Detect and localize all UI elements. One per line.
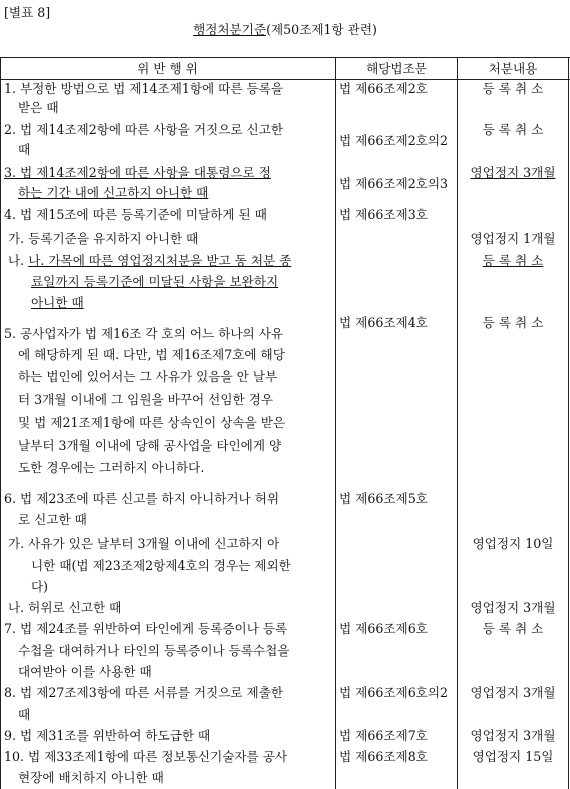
- violation-line: 가. 등록기준을 유지하지 아니한 때: [8, 231, 199, 246]
- violation-line: 수첩을 대여하거나 타인의 등록증이나 등록수첩을: [18, 643, 290, 658]
- violation-line: 도한 경우에는 그러하지 아니하다.: [18, 460, 205, 475]
- violation-line: 4. 법 제15조에 따른 등록기준에 미달하게 된 때: [4, 207, 267, 222]
- law-article: 법 제66조제2호의2: [339, 133, 449, 148]
- violation-line: 날부터 3개월 이내에 당해 공사업을 타인에게 양: [18, 438, 282, 453]
- violation-line: 하는 기간 내에 신고하지 아니한 때: [18, 185, 209, 200]
- law-article: 법 제66조제2호의3: [339, 176, 449, 191]
- col-rule-right: [568, 57, 569, 789]
- violation-line: 에 해당하게 된 때. 다만, 법 제16조제7호에 해당: [18, 347, 285, 362]
- violation-line: 대여받아 이를 사용한 때: [18, 664, 152, 679]
- appendix-label: [별표 8]: [4, 5, 51, 20]
- violation-line: 다): [31, 579, 49, 594]
- penalty-result: 영업정지 3개월: [470, 685, 556, 700]
- law-article: 법 제66조제8호: [339, 749, 428, 764]
- violation-line: 나. 나. 가목에 따른 영업정지처분을 받고 동 처분 종: [8, 253, 292, 268]
- violation-line: 7. 법 제24조를 위반하여 타인에게 등록증이나 등록: [4, 621, 288, 636]
- law-article: 법 제66조제6호의2: [339, 685, 449, 700]
- violation-line: 터 3개월 이내에 그 임원을 바꾸어 선임한 경우: [18, 392, 274, 407]
- title-main: 행정처분기준: [193, 22, 267, 37]
- penalty-result: 등 록 취 소: [482, 253, 544, 268]
- violation-line: 때: [18, 142, 31, 157]
- violation-line: 및 법 제21조제1항에 따른 상속인이 상속을 받은: [18, 415, 286, 430]
- col-rule-left: [0, 57, 1, 789]
- penalty-result: 등 록 취 소: [482, 122, 544, 137]
- law-article: 법 제66조제3호: [339, 207, 428, 222]
- penalty-result: 영업정지 15일: [472, 749, 554, 764]
- violation-line: 현장에 배치하지 아니한 때: [18, 770, 164, 785]
- penalty-result: 영업정지 1개월: [470, 231, 556, 246]
- penalty-result: 영업정지 10일: [472, 536, 554, 551]
- violation-line: 3. 법 제14조제2항에 따른 사항을 대통령으로 정: [4, 165, 271, 180]
- violation-line: 2. 법 제14조제2항에 따른 사항을 거짓으로 신고한: [4, 122, 284, 137]
- violation-line: 5. 공사업자가 법 제16조 각 호의 어느 하나의 사유: [4, 326, 284, 341]
- header-result: 처분내용: [488, 61, 538, 76]
- violation-line-text: 나. 가목에 따른 영업정지처분을 받고 동 처분 종: [28, 253, 292, 268]
- violation-line: 10. 법 제33조제1항에 따른 정보통신기술자를 공사: [4, 749, 288, 764]
- violation-line: 하는 법인에 있어서는 그 사유가 있음을 안 날부: [18, 369, 278, 384]
- header-violation: 위 반 행 위: [137, 61, 198, 76]
- col-rule-1: [335, 57, 336, 789]
- penalty-result: 등 록 취 소: [482, 315, 544, 330]
- violation-line: 아니한 때: [31, 295, 84, 310]
- law-article: 법 제66조제4호: [339, 315, 428, 330]
- violation-line: 나. 허위로 신고한 때: [8, 600, 122, 615]
- law-article: 법 제66조제2호: [339, 81, 428, 96]
- violation-line: 로 신고한 때: [18, 512, 87, 527]
- violation-line: 료일까지 등록기준에 미달된 사항을 보완하지: [31, 274, 279, 289]
- penalty-result: 등 록 취 소: [482, 81, 544, 96]
- violation-line: 때: [18, 707, 31, 722]
- penalty-result: 영업정지 3개월: [470, 600, 556, 615]
- law-article: 법 제66조제5호: [339, 491, 428, 506]
- violation-line: 니한 때(법 제23조제2항제4호의 경우는 제외한: [31, 558, 291, 573]
- title-sub: (제50조제1항 관련): [266, 22, 377, 37]
- header-law: 해당법조문: [366, 61, 427, 76]
- violation-line: 6. 법 제23조에 따른 신고를 하지 아니하거나 허위: [4, 491, 280, 506]
- penalty-result: 영업정지 3개월: [470, 728, 556, 743]
- penalty-result: 영업정지 3개월: [470, 165, 556, 180]
- law-article: 법 제66조제7호: [339, 728, 428, 743]
- penalty-result: 등 록 취 소: [482, 621, 544, 636]
- law-article: 법 제66조제6호: [339, 621, 428, 636]
- violation-line: 1. 부정한 방법으로 법 제14조제1항에 따른 등록을: [4, 81, 284, 96]
- violation-line: 8. 법 제27조제3항에 따른 서류를 거짓으로 제출한: [4, 685, 284, 700]
- violation-line: 9. 법 제31조를 위반하여 하도급한 때: [4, 728, 211, 743]
- violation-line: 받은 때: [18, 100, 59, 115]
- violation-line: 가. 사유가 있은 날부터 3개월 이내에 신고하지 아: [8, 536, 280, 551]
